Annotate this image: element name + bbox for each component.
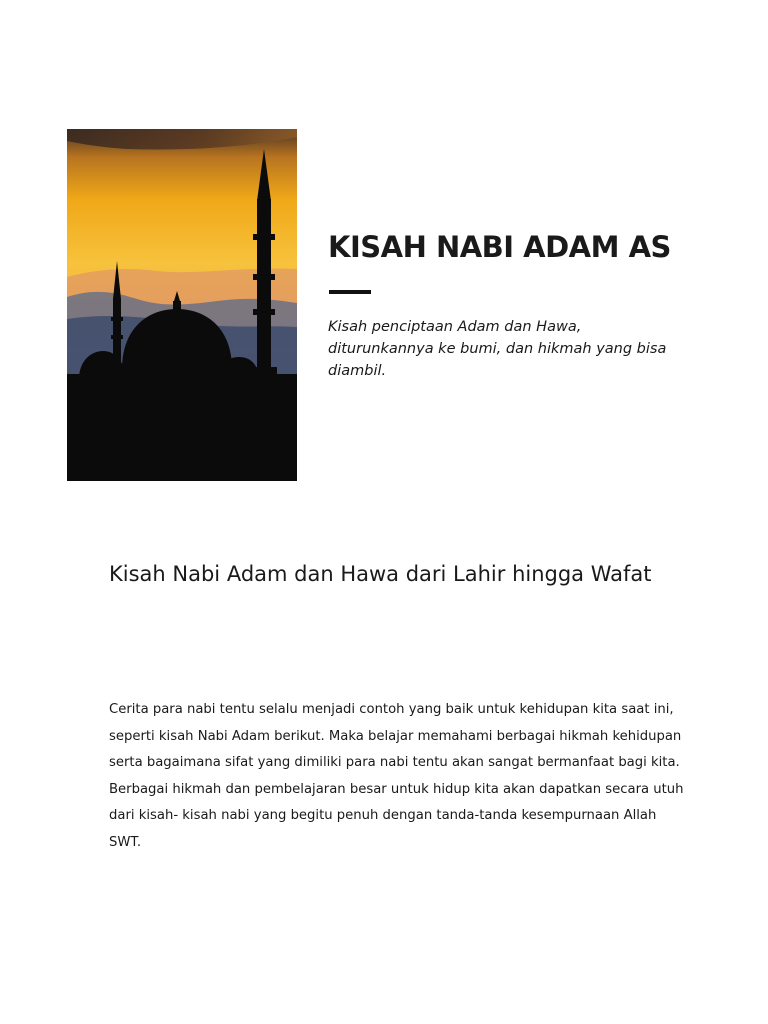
article-heading: Kisah Nabi Adam dan Hawa dari Lahir hingga Wafat [109,562,652,586]
article-body-paragraph: Cerita para nabi tentu selalu menjadi contoh yang baik untuk kehidupan kita saat ini, seperti kisah Nabi Adam berikut. Maka belajar memahami berbagai hikmah kehidupan serta bagaimana sifat yang dimiliki para nabi tentu akan sangat bermanfaat bagi kita. Berbagai hikmah dan pembelajaran besar untuk hidup kita akan dapatkan secara utuh dari kisah- kisah nabi yang begitu penuh dengan tanda-tanda kesempurnaan Allah SWT. [109,702,684,850]
title-divider [329,290,371,294]
cover-subtitle: Kisah penciptaan Adam dan Hawa, diturunkannya ke bumi, dan hikmah yang bisa diambil. [328,319,667,379]
mosque-silhouette-image [67,129,297,481]
cover-title: KISAH NABI ADAM AS [328,230,671,264]
cover-image [67,129,297,481]
